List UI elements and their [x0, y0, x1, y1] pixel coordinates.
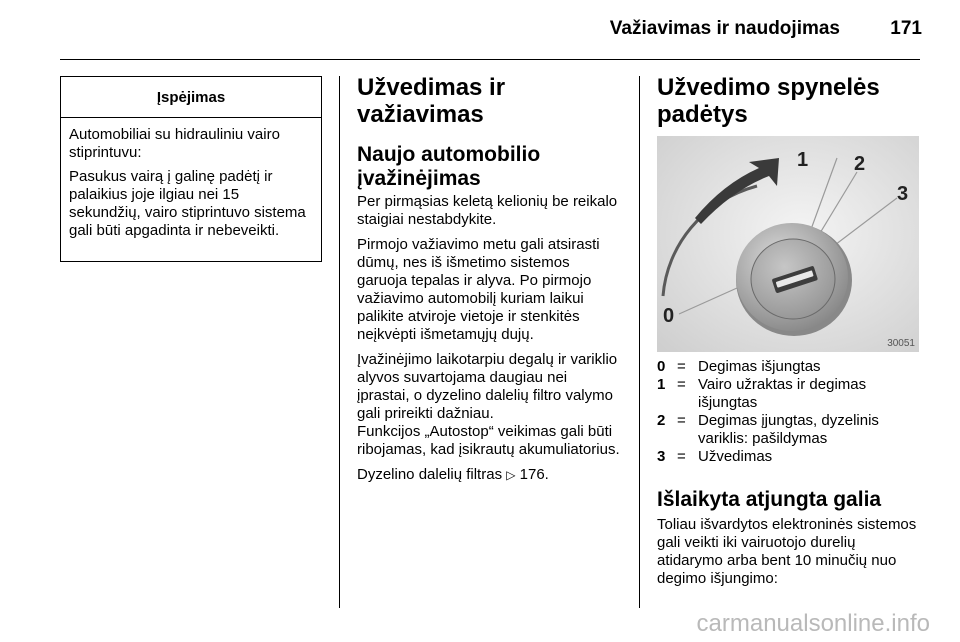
paragraph: Toliau išvardytos elektroninės sistemos gali veikti iki vairuotojo durelių atidarymo arba bent 10 minučių nuo degimo išjungimo:: [657, 516, 917, 587]
paragraph: Funkcijos „Autostop“ veikimas gali būti ribojamas, kad įsikrautų akumuliatorius.: [357, 423, 620, 458]
position-label-2: 2: [854, 153, 866, 175]
legend-item: [657, 412, 922, 448]
legend-text: Užvedimas: [698, 448, 773, 465]
cross-reference-text: Dyzelino dalelių filtras: [357, 466, 503, 483]
legend-item: [657, 376, 922, 412]
legend-key: 0: [657, 358, 666, 375]
legend-text: Vairo užraktas ir degimas išjungtas: [698, 376, 867, 411]
position-legend: [657, 358, 922, 466]
warning-title: Įspėjimas: [61, 77, 321, 118]
position-label-3: 3: [897, 183, 909, 205]
running-header-title: Važiavimas ir naudojimas: [609, 18, 840, 39]
position-label-0: 0: [663, 305, 675, 327]
paragraph: Įvažinėjimo laikotarpiu degalų ir variklio alyvos suvartojama daugiau nei įprastai, o dyzelino dalelių filtro valymo gali prireikti dažniau.: [357, 351, 618, 422]
subsection-heading: Naujo automobilio įvažinėjimas: [357, 143, 541, 190]
position-label-1: 1: [797, 149, 809, 171]
column-starting-driving: [357, 74, 622, 491]
legend-key: 3: [657, 448, 666, 465]
warning-body: [61, 118, 321, 240]
legend-separator: =: [677, 376, 686, 393]
warning-paragraph: Pasukus vairą į galinę padėtį ir palaikius joje ilgiau nei 15 sekundžių, vairo stiprintuvo sistema gali būti apgadinta ir nebeveikti.: [69, 168, 306, 239]
warning-box: [60, 76, 322, 262]
legend-separator: =: [677, 448, 686, 465]
watermark: carmanualsonline.info: [696, 610, 930, 637]
legend-key: 1: [657, 376, 666, 393]
warning-paragraph: Automobiliai su hidrauliniu vairo stiprintuvu:: [69, 126, 280, 161]
legend-key: 2: [657, 412, 666, 429]
legend-item: [657, 448, 922, 466]
paragraph: Pirmojo važiavimo metu gali atsirasti dūmų, nes iš išmetimo sistemos garuoja tepalas ir alyva. Po pirmojo važiavimo automobilį kuriam laikui palikite atviroje vietoje ir stenkitės neįkvėpti išmetamųjų dujų.: [357, 236, 600, 343]
cross-reference-page: 176.: [519, 466, 549, 483]
legend-text: Degimas įjungtas, dyzelinis variklis: pašildymas: [698, 412, 879, 447]
figure-number: 30051: [887, 338, 915, 349]
legend-item: [657, 358, 922, 376]
ignition-switch-illustration: [657, 136, 919, 352]
section-heading: Užvedimo spynelės padėtys: [657, 74, 880, 128]
page-number: 171: [890, 18, 922, 39]
section-heading: Užvedimas ir važiavimas: [357, 74, 506, 128]
column-divider-left: [339, 76, 340, 608]
legend-separator: =: [677, 358, 686, 375]
legend-separator: =: [677, 412, 686, 429]
column-ignition-positions: [657, 74, 922, 595]
paragraph: Per pirmąsias keletą kelionių be reikalo staigiai nestabdykite.: [357, 193, 618, 228]
column-divider-right: [639, 76, 640, 608]
ref-arrow-icon: ▷: [506, 468, 516, 482]
legend-text: Degimas išjungtas: [698, 358, 821, 375]
header-rule: [60, 59, 920, 60]
cross-reference[interactable]: [357, 466, 622, 484]
subsection-heading: Išlaikyta atjungta galia: [657, 488, 882, 511]
